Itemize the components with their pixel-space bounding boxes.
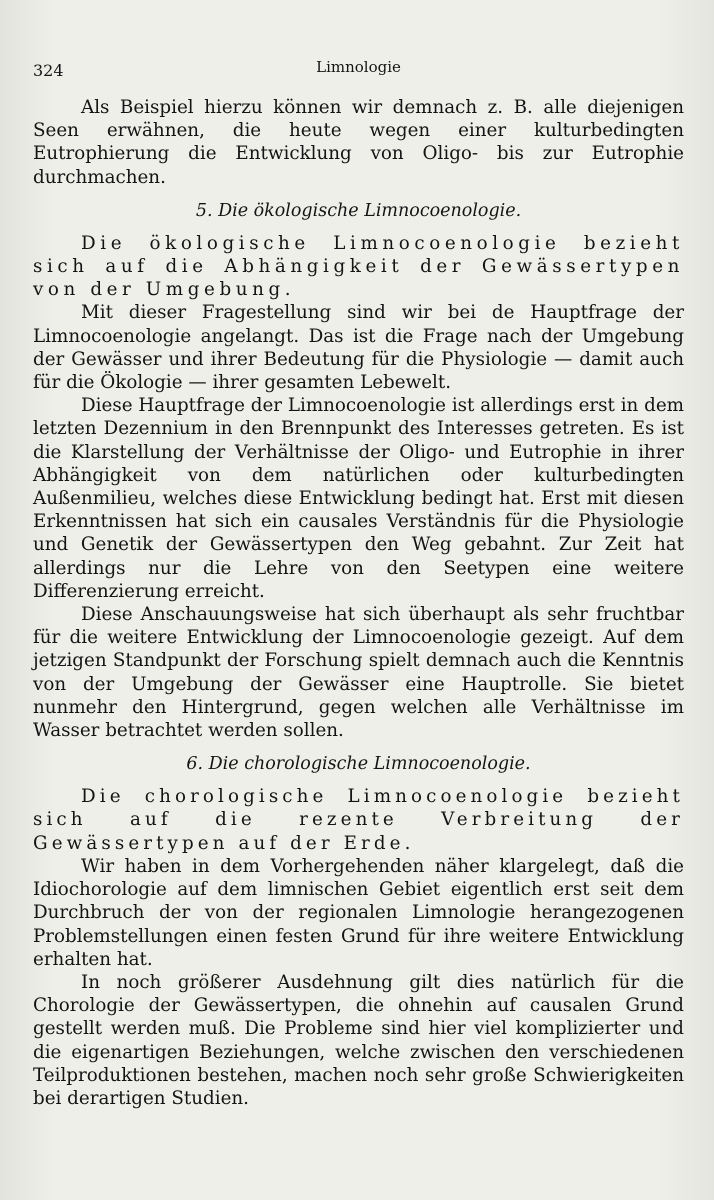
paragraph-chorologie: In noch größerer Ausdehnung gilt dies natürlich für die Chorologie der Gewässertypen, die ohnehin auf causalen Grund gestellt werden muß. Die Probleme sind hier viel komplizierter und die eigenartigen Beziehungen, welche zwischen den verschiedenen Teilproduktionen bestehen, machen noch sehr große Schwierigkeiten bei derartigen Studien. [33,971,684,1109]
running-head [33,58,684,84]
section-6-lead: Die chorologische Limnocoenologie bezieht sich auf die rezente Verbreitung der Gewässertypen auf der Erde. [33,786,684,854]
paragraph-anschauungsweise: Diese Anschauungsweise hat sich überhaupt als sehr fruchtbar für die weitere Entwicklung der Limnocoenologie gezeigt. Auf dem jetzigen Standpunkt der Forschung spielt demnach auch die Kenntnis von der Umgebung der Gewässer eine Hauptrolle. Sie bietet nunmehr den Hintergrund, gegen welchen alle Verhältnisse im Wasser betrachtet werden sollen. [33,604,684,742]
paragraph-hauptfrage: Mit dieser Fragestellung sind wir bei de Hauptfrage der Limnocoenologie angelangt. Das ist die Frage nach der Umgebung der Gewässer und ihrer Bedeutung für die Physiologie — damit auch für die Ökologie — ihrer gesamten Lebewelt. [33,302,684,394]
paragraph-dezennium: Diese Hauptfrage der Limnocoenologie ist allerdings erst in dem letzten Dezennium in den Brennpunkt des Interesses getreten. Es ist die Klarstellung der Verhältnisse der Oligo- und Eutrophie in ihrer Abhängigkeit von dem natürlichen oder kulturbedingten Außenmilieu, welches diese Entwicklung bedingt hat. Erst mit diesen Erkenntnissen hat sich ein causales Verständnis für die Physiologie und Genetik der Gewässertypen den Weg gebahnt. Zur Zeit hat allerdings nur die Lehre von den Seetypen eine weitere Differenzierung erreicht. [33,395,684,602]
running-title: Limnologie [316,58,401,76]
section-5-lead: Die ökologische Limnocoenologie bezieht sich auf die Abhängigkeit der Gewässertypen von der Umgebung. [33,232,684,301]
paragraph-intro: Als Beispiel hierzu können wir demnach z. B. alle diejenigen Seen erwähnen, die heute wegen einer kulturbedingten Eutrophierung die Entwicklung von Oligo- bis zur Eutrophie durchmachen. [33,97,684,188]
section-5-heading: 5. Die ökologische Limnocoenologie. [195,200,522,221]
section-6-heading: 6. Die chorologische Limnocoenologie. [186,754,531,775]
paragraph-idiochorologie: Wir haben in dem Vorhergehenden näher klargelegt, daß die Idiochorologie auf dem limnischen Gebiet eigentlich erst seit dem Durchbruch der von der regionalen Limnologie herangezogenen Problemstellungen einen festen Grund für ihre weitere Entwicklung erhalten hat. [33,855,684,970]
page-number: 324 [33,61,64,80]
